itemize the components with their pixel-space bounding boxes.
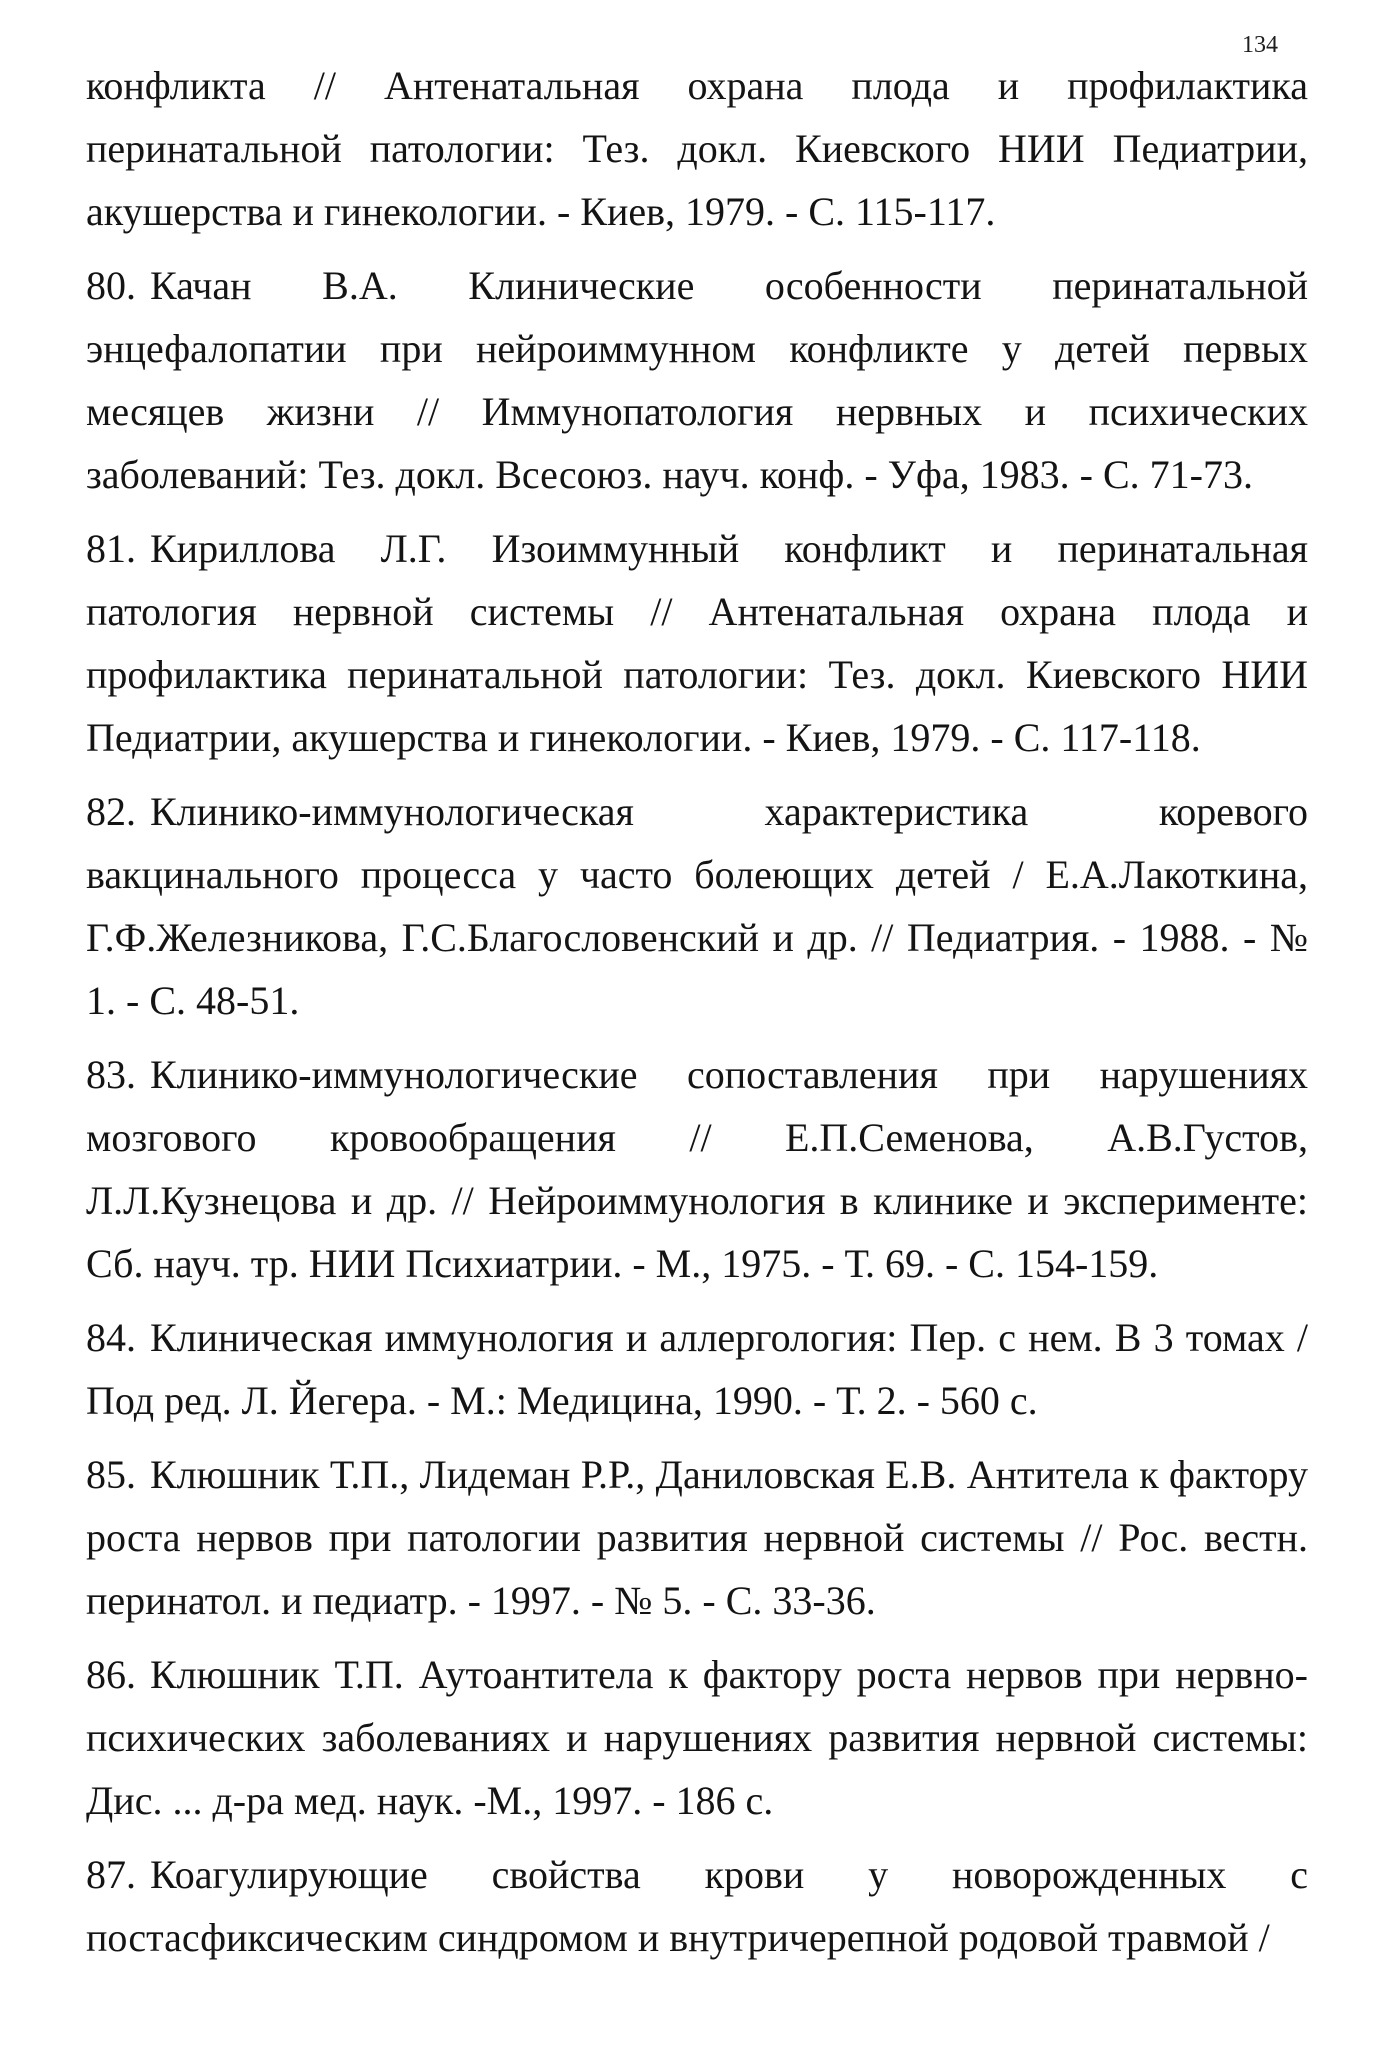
reference-list [86, 54, 1308, 1980]
reference-number: 83. [86, 1052, 136, 1097]
reference-entry-79-continued [86, 54, 1308, 243]
reference-number: 87. [86, 1852, 136, 1897]
reference-number: 82. [86, 789, 136, 834]
reference-entry-87 [86, 1843, 1308, 1969]
reference-entry-84 [86, 1306, 1308, 1432]
reference-number: 85. [86, 1452, 136, 1497]
reference-number: 86. [86, 1652, 136, 1697]
reference-entry-85 [86, 1443, 1308, 1632]
reference-entry-83 [86, 1043, 1308, 1295]
reference-text: Клюшник Т.П., Лидеман Р.Р., Даниловская Е.В. Антитела к фактору роста нервов при патологии развития нервной системы // Рос. вестн. перинатол. и педиатр. - 1997. - № 5. - С. 33-36. [86, 1452, 1308, 1623]
reference-number: 80. [86, 263, 136, 308]
reference-entry-80 [86, 254, 1308, 506]
reference-text: Клиническая иммунология и аллергология: Пер. с нем. В 3 томах / Под ред. Л. Йегера. - М.: Медицина, 1990. - Т. 2. - 560 с. [86, 1315, 1308, 1423]
reference-text: Качан В.А. Клинические особенности перинатальной энцефалопатии при нейроиммунном конфликте у детей первых месяцев жизни // Иммунопатология нервных и психических заболеваний: Тез. докл. Всесоюз. науч. конф. - Уфа, 1983. - С. 71-73. [86, 263, 1308, 497]
page-number: 134 [1242, 32, 1278, 58]
reference-text: конфликта // Антенатальная охрана плода и профилактика перинатальной патологии: Тез. докл. Киевского НИИ Педиатрии, акушерства и гинекологии. - Киев, 1979. - С. 115-117. [86, 63, 1308, 234]
reference-text: Клюшник Т.П. Аутоантитела к фактору роста нервов при нервно-психических заболеваниях и нарушениях развития нервной системы: Дис. ... д-ра мед. наук. -М., 1997. - 186 с. [86, 1652, 1308, 1823]
reference-entry-86 [86, 1643, 1308, 1832]
reference-entry-82 [86, 780, 1308, 1032]
reference-text: Клинико-иммунологические сопоставления при нарушениях мозгового кровообращения // Е.П.Семенова, А.В.Густов, Л.Л.Кузнецова и др. // Нейроиммунология в клинике и эксперименте: Сб. науч. тр. НИИ Психиатрии. - М., 1975. - Т. 69. - С. 154-159. [86, 1052, 1308, 1286]
reference-entry-81 [86, 517, 1308, 769]
reference-text: Клинико-иммунологическая характеристика коревого вакцинального процесса у часто болеющих детей / Е.А.Лакоткина, Г.Ф.Железникова, Г.С.Благословенский и др. // Педиатрия. - 1988. - № 1. - С. 48-51. [86, 789, 1308, 1023]
reference-text: Коагулирующие свойства крови у новорожденных с постасфиксическим синдромом и внутричерепной родовой травмой / [86, 1852, 1308, 1960]
reference-number: 81. [86, 526, 136, 571]
reference-number: 84. [86, 1315, 136, 1360]
reference-text: Кириллова Л.Г. Изоиммунный конфликт и перинатальная патология нервной системы // Антенатальная охрана плода и профилактика перинатальной патологии: Тез. докл. Киевского НИИ Педиатрии, акушерства и гинекологии. - Киев, 1979. - С. 117-118. [86, 526, 1308, 760]
